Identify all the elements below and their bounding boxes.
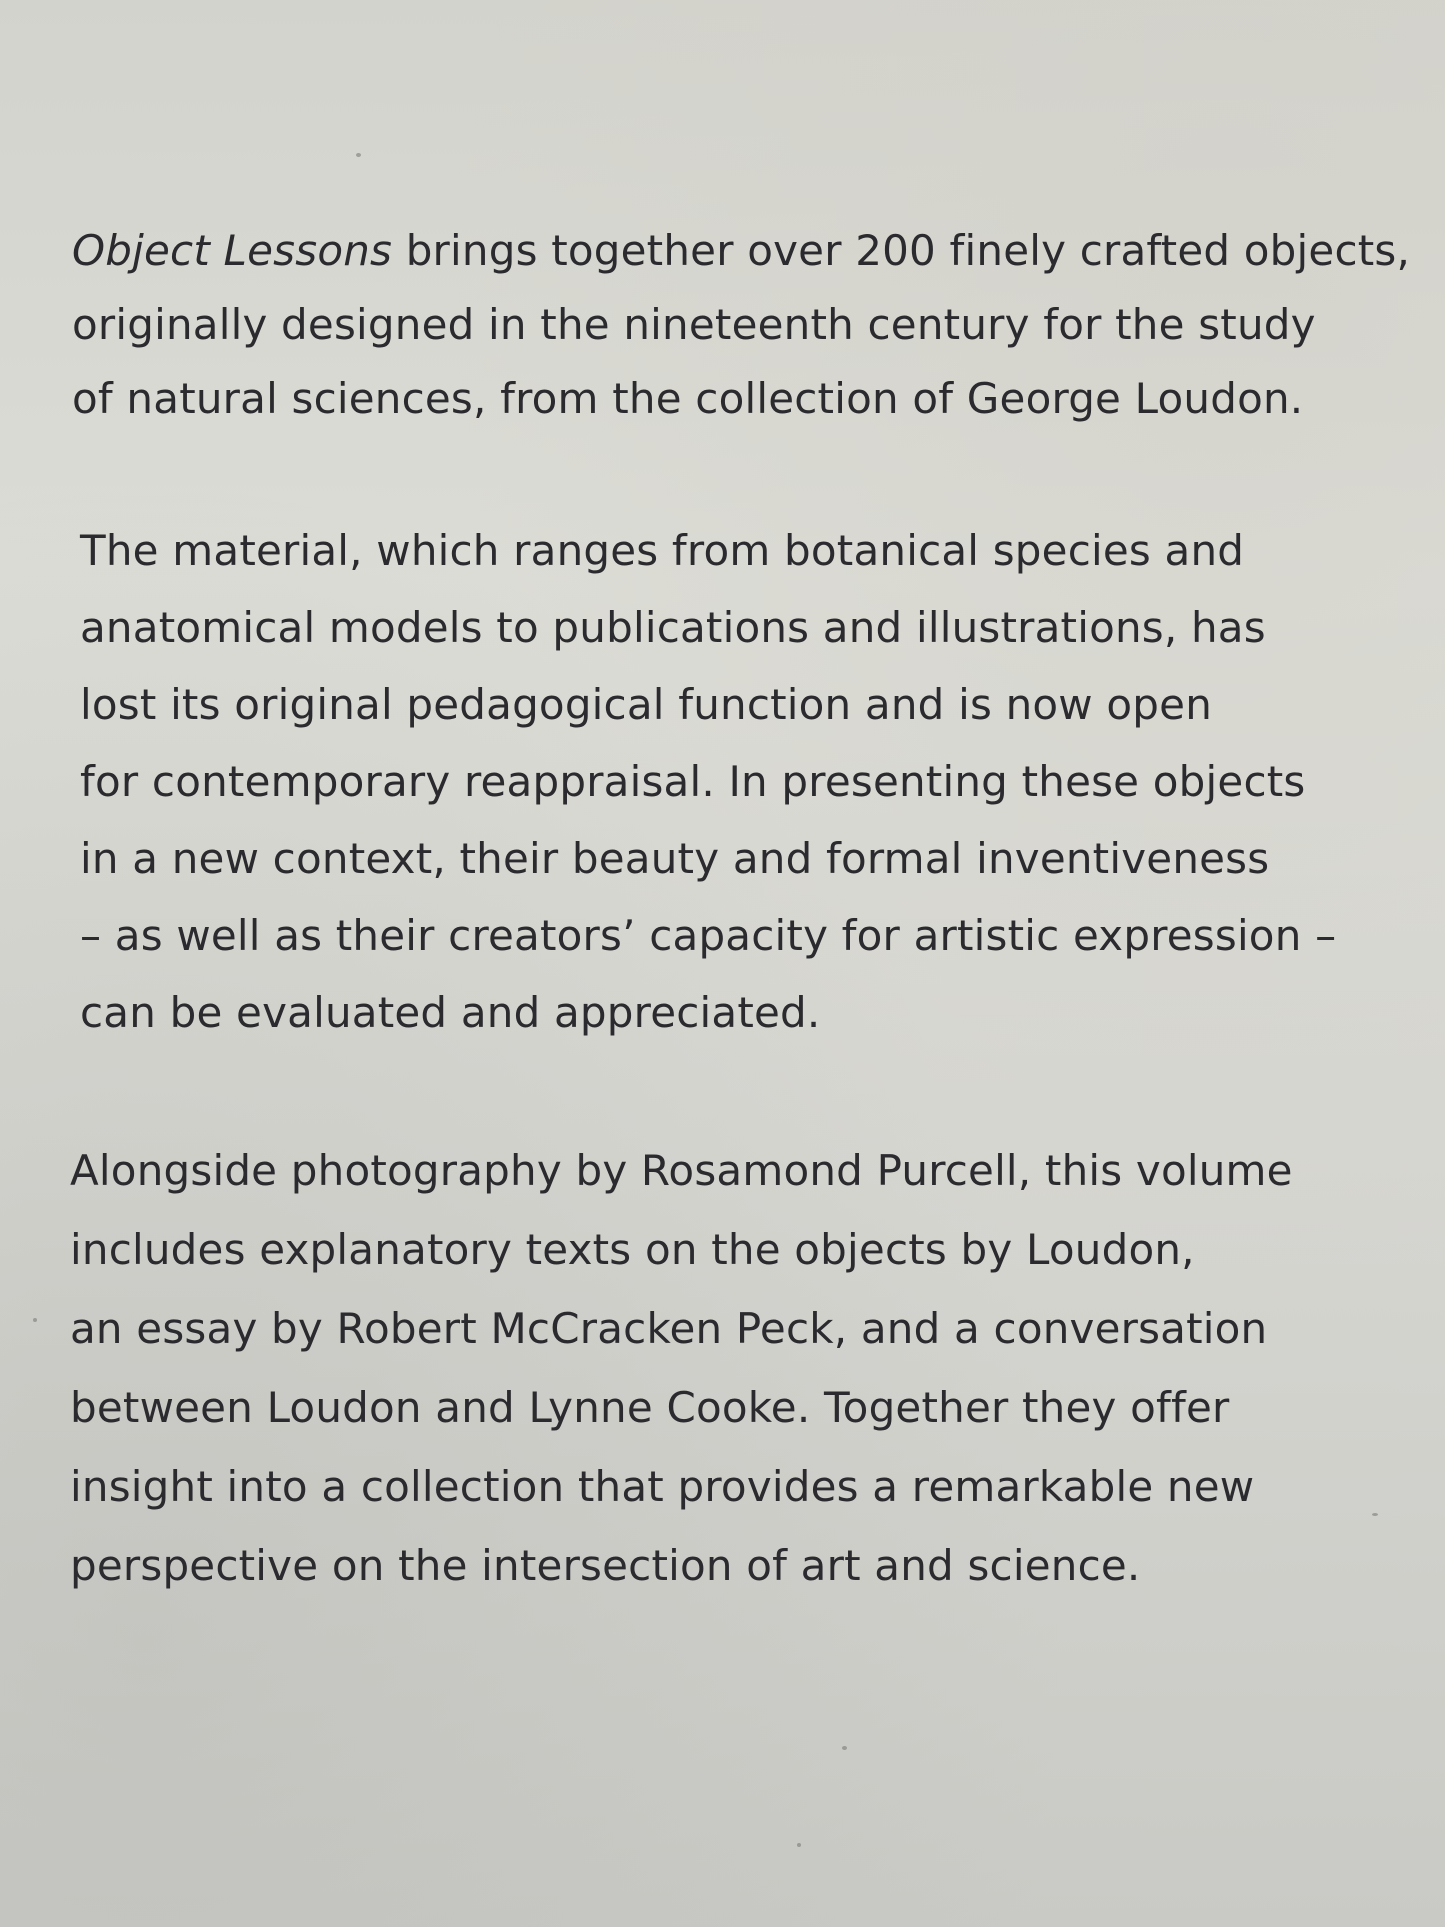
paper-speck bbox=[1372, 1513, 1378, 1516]
paragraph-material bbox=[80, 512, 1400, 1051]
text-line bbox=[72, 214, 1411, 288]
text-line: an essay by Robert McCracken Peck, and a conversation bbox=[70, 1304, 1268, 1353]
text-line: in a new context, their beauty and formal inventiveness bbox=[80, 834, 1270, 883]
book-title: Object Lessons bbox=[72, 226, 393, 275]
text-line: perspective on the intersection of art and science. bbox=[70, 1541, 1141, 1590]
text-line: insight into a collection that provides a remarkable new bbox=[70, 1462, 1255, 1511]
text-fragment: brings together over 200 finely crafted objects, bbox=[392, 226, 1411, 275]
text-line: for contemporary reappraisal. In presenting these objects bbox=[80, 757, 1306, 806]
paragraph-intro bbox=[72, 214, 1411, 436]
text-line: of natural sciences, from the collection of George Loudon. bbox=[72, 374, 1304, 423]
text-line: The material, which ranges from botanical species and bbox=[80, 526, 1245, 575]
text-line: anatomical models to publications and illustrations, has bbox=[80, 603, 1266, 652]
text-line: originally designed in the nineteenth century for the study bbox=[72, 300, 1316, 349]
text-line: can be evaluated and appreciated. bbox=[80, 988, 821, 1037]
text-line: Alongside photography by Rosamond Purcell, this volume bbox=[70, 1146, 1293, 1195]
text-line: lost its original pedagogical function and is now open bbox=[80, 680, 1213, 729]
paper-speck bbox=[33, 1318, 37, 1322]
text-line: includes explanatory texts on the objects by Loudon, bbox=[70, 1225, 1195, 1274]
paper-speck bbox=[842, 1746, 847, 1750]
text-line: – as well as their creators’ capacity for artistic expression – bbox=[80, 911, 1337, 960]
paper-speck bbox=[356, 153, 361, 157]
paragraph-contributors bbox=[70, 1131, 1390, 1605]
paper-speck bbox=[797, 1843, 801, 1847]
text-line: between Loudon and Lynne Cooke. Together they offer bbox=[70, 1383, 1230, 1432]
